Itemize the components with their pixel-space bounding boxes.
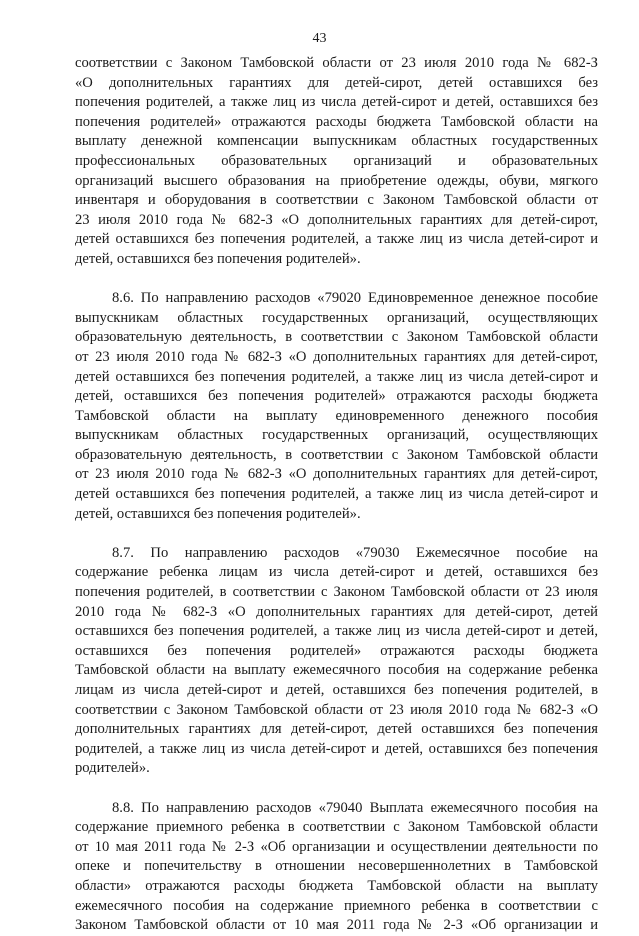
paragraph-gap <box>75 779 598 799</box>
text-line: родителей, а также лиц из числа детей-сирот и детей, оставшихся без попечения <box>75 740 598 757</box>
text-line: 8.6. По направлению расходов «79020 Единовременное денежное пособие <box>112 290 598 307</box>
text-line: содержание ребенка лицам из числа детей-сирот и детей, оставшихся без <box>75 564 598 581</box>
paragraph-gap <box>75 524 598 544</box>
text-line: лицам из числа детей-сирот и детей, оставшихся без попечения родителей, в <box>75 682 598 698</box>
text-line: Тамбовской области на выплату ежемесячного пособия на содержание ребенка <box>75 662 598 679</box>
text-line: оставшихся без попечения родителей, а также лиц из числа детей-сирот и детей, <box>75 623 598 640</box>
text-line: 8.8. По направлению расходов «79040 Выплата ежемесячного пособия на <box>112 799 598 816</box>
paragraph-8-7 <box>75 544 598 779</box>
text-line: «О дополнительных гарантиях для детей-сирот, детей оставшихся без <box>75 74 598 91</box>
page-number: 43 <box>312 31 327 46</box>
text-line: от 10 мая 2011 года № 2-З «Об организации и осуществлении деятельности по <box>75 838 598 855</box>
text-line: ежемесячного пособия на содержание приемного ребенка в соответствии с <box>75 897 598 914</box>
text-line: выплату денежной компенсации выпускникам областных государственных <box>75 133 598 150</box>
text-line: дополнительных гарантиях для детей-сирот, детей оставшихся без попечения <box>75 721 598 738</box>
text-line: 8.7. По направлению расходов «79030 Ежемесячное пособие на <box>112 544 598 561</box>
paragraph-8-8 <box>75 799 598 936</box>
text-line: детей оставшихся без попечения родителей, а также лиц из числа детей-сирот и <box>75 486 598 503</box>
text-line: 23 июля 2010 года № 682-З «О дополнительных гарантиях для детей-сирот, <box>75 211 598 228</box>
text-line: родителей». <box>75 760 150 777</box>
text-line: инвентаря и оборудования в соответствии с Законом Тамбовской области от <box>75 192 598 209</box>
paragraph-continuation <box>75 54 598 270</box>
text-line: попечения родителей» отражаются расходы бюджета Тамбовской области на <box>75 113 598 130</box>
text-line: детей, оставшихся без попечения родителей». <box>75 250 361 267</box>
text-line: содержание приемного ребенка в соответствии с Законом Тамбовской области <box>75 819 598 836</box>
text-line: от 23 июля 2010 года № 682-З «О дополнительных гарантиях для детей-сирот, <box>75 348 598 365</box>
text-line: детей, оставшихся без попечения родителей» отражаются расходы бюджета <box>75 388 598 405</box>
text-line: опеке и попечительству в отношении несовершеннолетних в Тамбовской <box>75 858 598 875</box>
text-line: от 23 июля 2010 года № 682-З «О дополнительных гарантиях для детей-сирот, <box>75 466 598 483</box>
text-line: выпускникам областных государственных организаций, осуществляющих <box>75 309 598 326</box>
text-line: области» отражаются расходы бюджета Тамбовской области на выплату <box>75 877 598 894</box>
text-line: детей оставшихся без попечения родителей, а также лиц из числа детей-сирот и <box>75 231 598 248</box>
text-line: образовательную деятельность, в соответствии с Законом Тамбовской области <box>75 446 598 463</box>
text-line: соответствии с Законом Тамбовской области от 23 июля 2010 года № 682-З <box>75 55 598 71</box>
text-line: Тамбовской области на выплату единовременного денежного пособия <box>75 407 598 424</box>
text-line: попечения родителей, в соответствии с Законом Тамбовской области от 23 июля <box>75 584 598 601</box>
text-line: оставшихся без попечения родителей» отражаются расходы бюджета <box>75 642 598 659</box>
text-line: 2010 года № 682-З «О дополнительных гарантиях для детей-сирот, детей <box>75 603 598 620</box>
text-line: соответствии с Законом Тамбовской области от 23 июля 2010 года № 682-З «О <box>75 701 598 718</box>
paragraph-gap <box>75 270 598 290</box>
paragraph-8-6 <box>75 289 598 524</box>
text-line: детей оставшихся без попечения родителей, а также лиц из числа детей-сирот и <box>75 368 598 385</box>
document-body <box>75 54 598 936</box>
text-line: попечения родителей, а также лиц из числа детей-сирот и детей, оставшихся без <box>75 94 598 111</box>
text-line: образовательную деятельность, в соответствии с Законом Тамбовской области <box>75 329 598 346</box>
text-line: выпускникам областных государственных организаций, осуществляющих <box>75 427 598 444</box>
text-line: Законом Тамбовской области от 10 мая 2011 года № 2-З «Об организации и <box>75 917 598 934</box>
text-line: детей, оставшихся без попечения родителей». <box>75 505 361 522</box>
text-line: организаций высшего образования на приобретение одежды, обуви, мягкого <box>75 172 598 189</box>
text-line: профессиональных образовательных организаций и образовательных <box>75 152 598 169</box>
